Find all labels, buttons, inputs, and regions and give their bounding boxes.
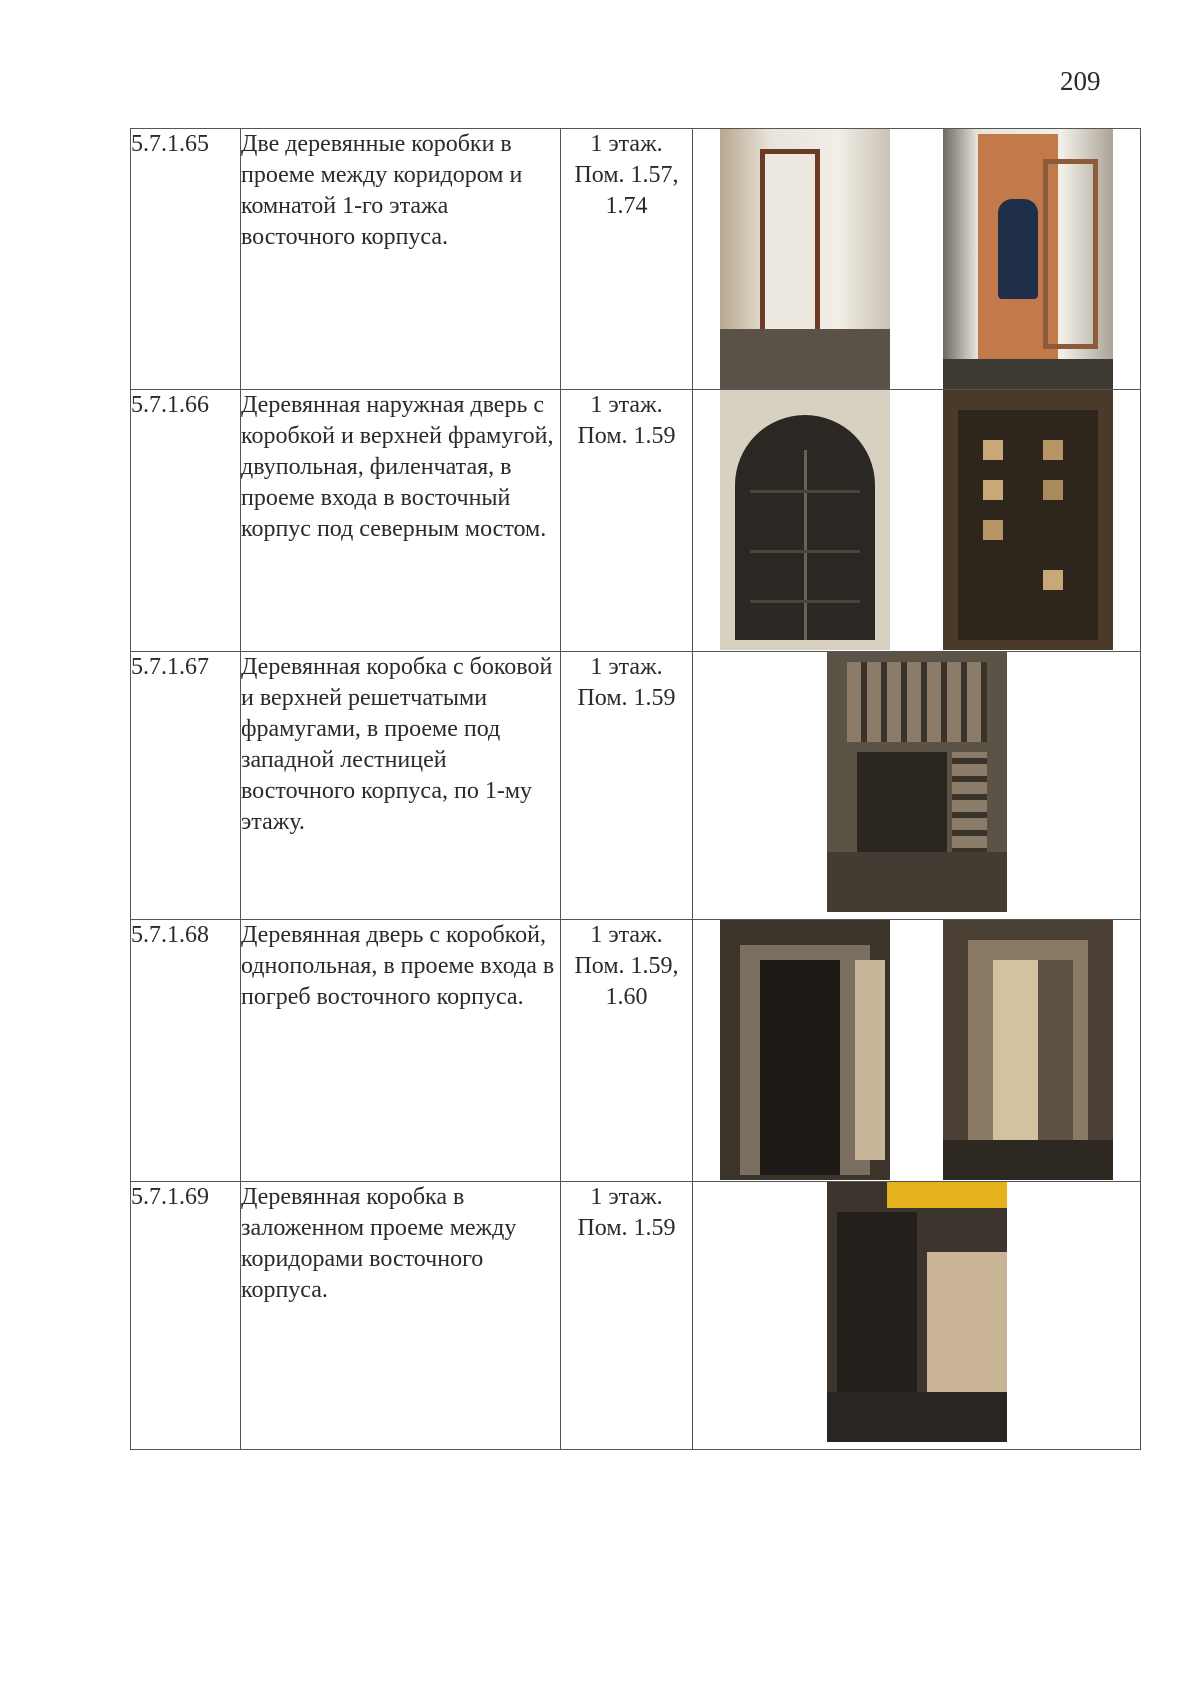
door-photo <box>943 390 1113 650</box>
table-row <box>131 920 1141 1182</box>
item-id: 5.7.1.68 <box>131 920 241 1182</box>
location-line: 1.74 <box>605 193 648 219</box>
door-photo <box>827 1182 1007 1442</box>
table-row <box>131 652 1141 920</box>
item-location <box>561 129 693 390</box>
location-line: Пом. 1.59 <box>577 1215 676 1241</box>
item-location <box>561 652 693 920</box>
item-description: Деревянная коробка с боковой и верхней решетчатыми фрамугами, в проеме под западной лестницей восточного корпуса, по 1-му этажу. <box>241 652 561 920</box>
item-photos <box>693 1182 1141 1450</box>
item-photos <box>693 390 1141 652</box>
item-photos <box>693 129 1141 390</box>
door-photo <box>943 920 1113 1180</box>
door-photo <box>720 129 890 389</box>
item-description: Деревянная коробка в заложенном проеме между коридорами восточного корпуса. <box>241 1182 561 1450</box>
item-location <box>561 1182 693 1450</box>
item-id: 5.7.1.67 <box>131 652 241 920</box>
item-description: Две деревянные коробки в проеме между коридором и комнатой 1-го этажа восточного корпуса. <box>241 129 561 390</box>
item-photos <box>693 920 1141 1182</box>
location-line: Пом. 1.59 <box>577 423 676 449</box>
table-row <box>131 390 1141 652</box>
door-photo <box>720 920 890 1180</box>
location-line: 1 этаж. <box>590 922 663 948</box>
page-number: 209 <box>1060 66 1101 96</box>
table-row <box>131 129 1141 390</box>
item-id: 5.7.1.69 <box>131 1182 241 1450</box>
location-line: 1 этаж. <box>590 131 663 157</box>
location-line: 1 этаж. <box>590 654 663 680</box>
location-line: 1 этаж. <box>590 1184 663 1210</box>
item-id: 5.7.1.65 <box>131 129 241 390</box>
item-description: Деревянная дверь с коробкой, однопольная, в проеме входа в погреб восточного корпуса. <box>241 920 561 1182</box>
location-line: 1.60 <box>605 984 648 1010</box>
door-photo <box>720 390 890 650</box>
item-description: Деревянная наружная дверь с коробкой и верхней фрамугой, двупольная, филенчатая, в проеме входа в восточный корпус под северным мостом. <box>241 390 561 652</box>
location-line: Пом. 1.59 <box>577 685 676 711</box>
inventory-table <box>130 128 1141 1450</box>
location-line: Пом. 1.57, <box>574 162 679 188</box>
table-row <box>131 1182 1141 1450</box>
item-location <box>561 390 693 652</box>
item-photos <box>693 652 1141 920</box>
item-id: 5.7.1.66 <box>131 390 241 652</box>
door-photo <box>827 652 1007 912</box>
location-line: Пом. 1.59, <box>574 953 679 979</box>
door-photo <box>943 129 1113 389</box>
item-location <box>561 920 693 1182</box>
location-line: 1 этаж. <box>590 392 663 418</box>
